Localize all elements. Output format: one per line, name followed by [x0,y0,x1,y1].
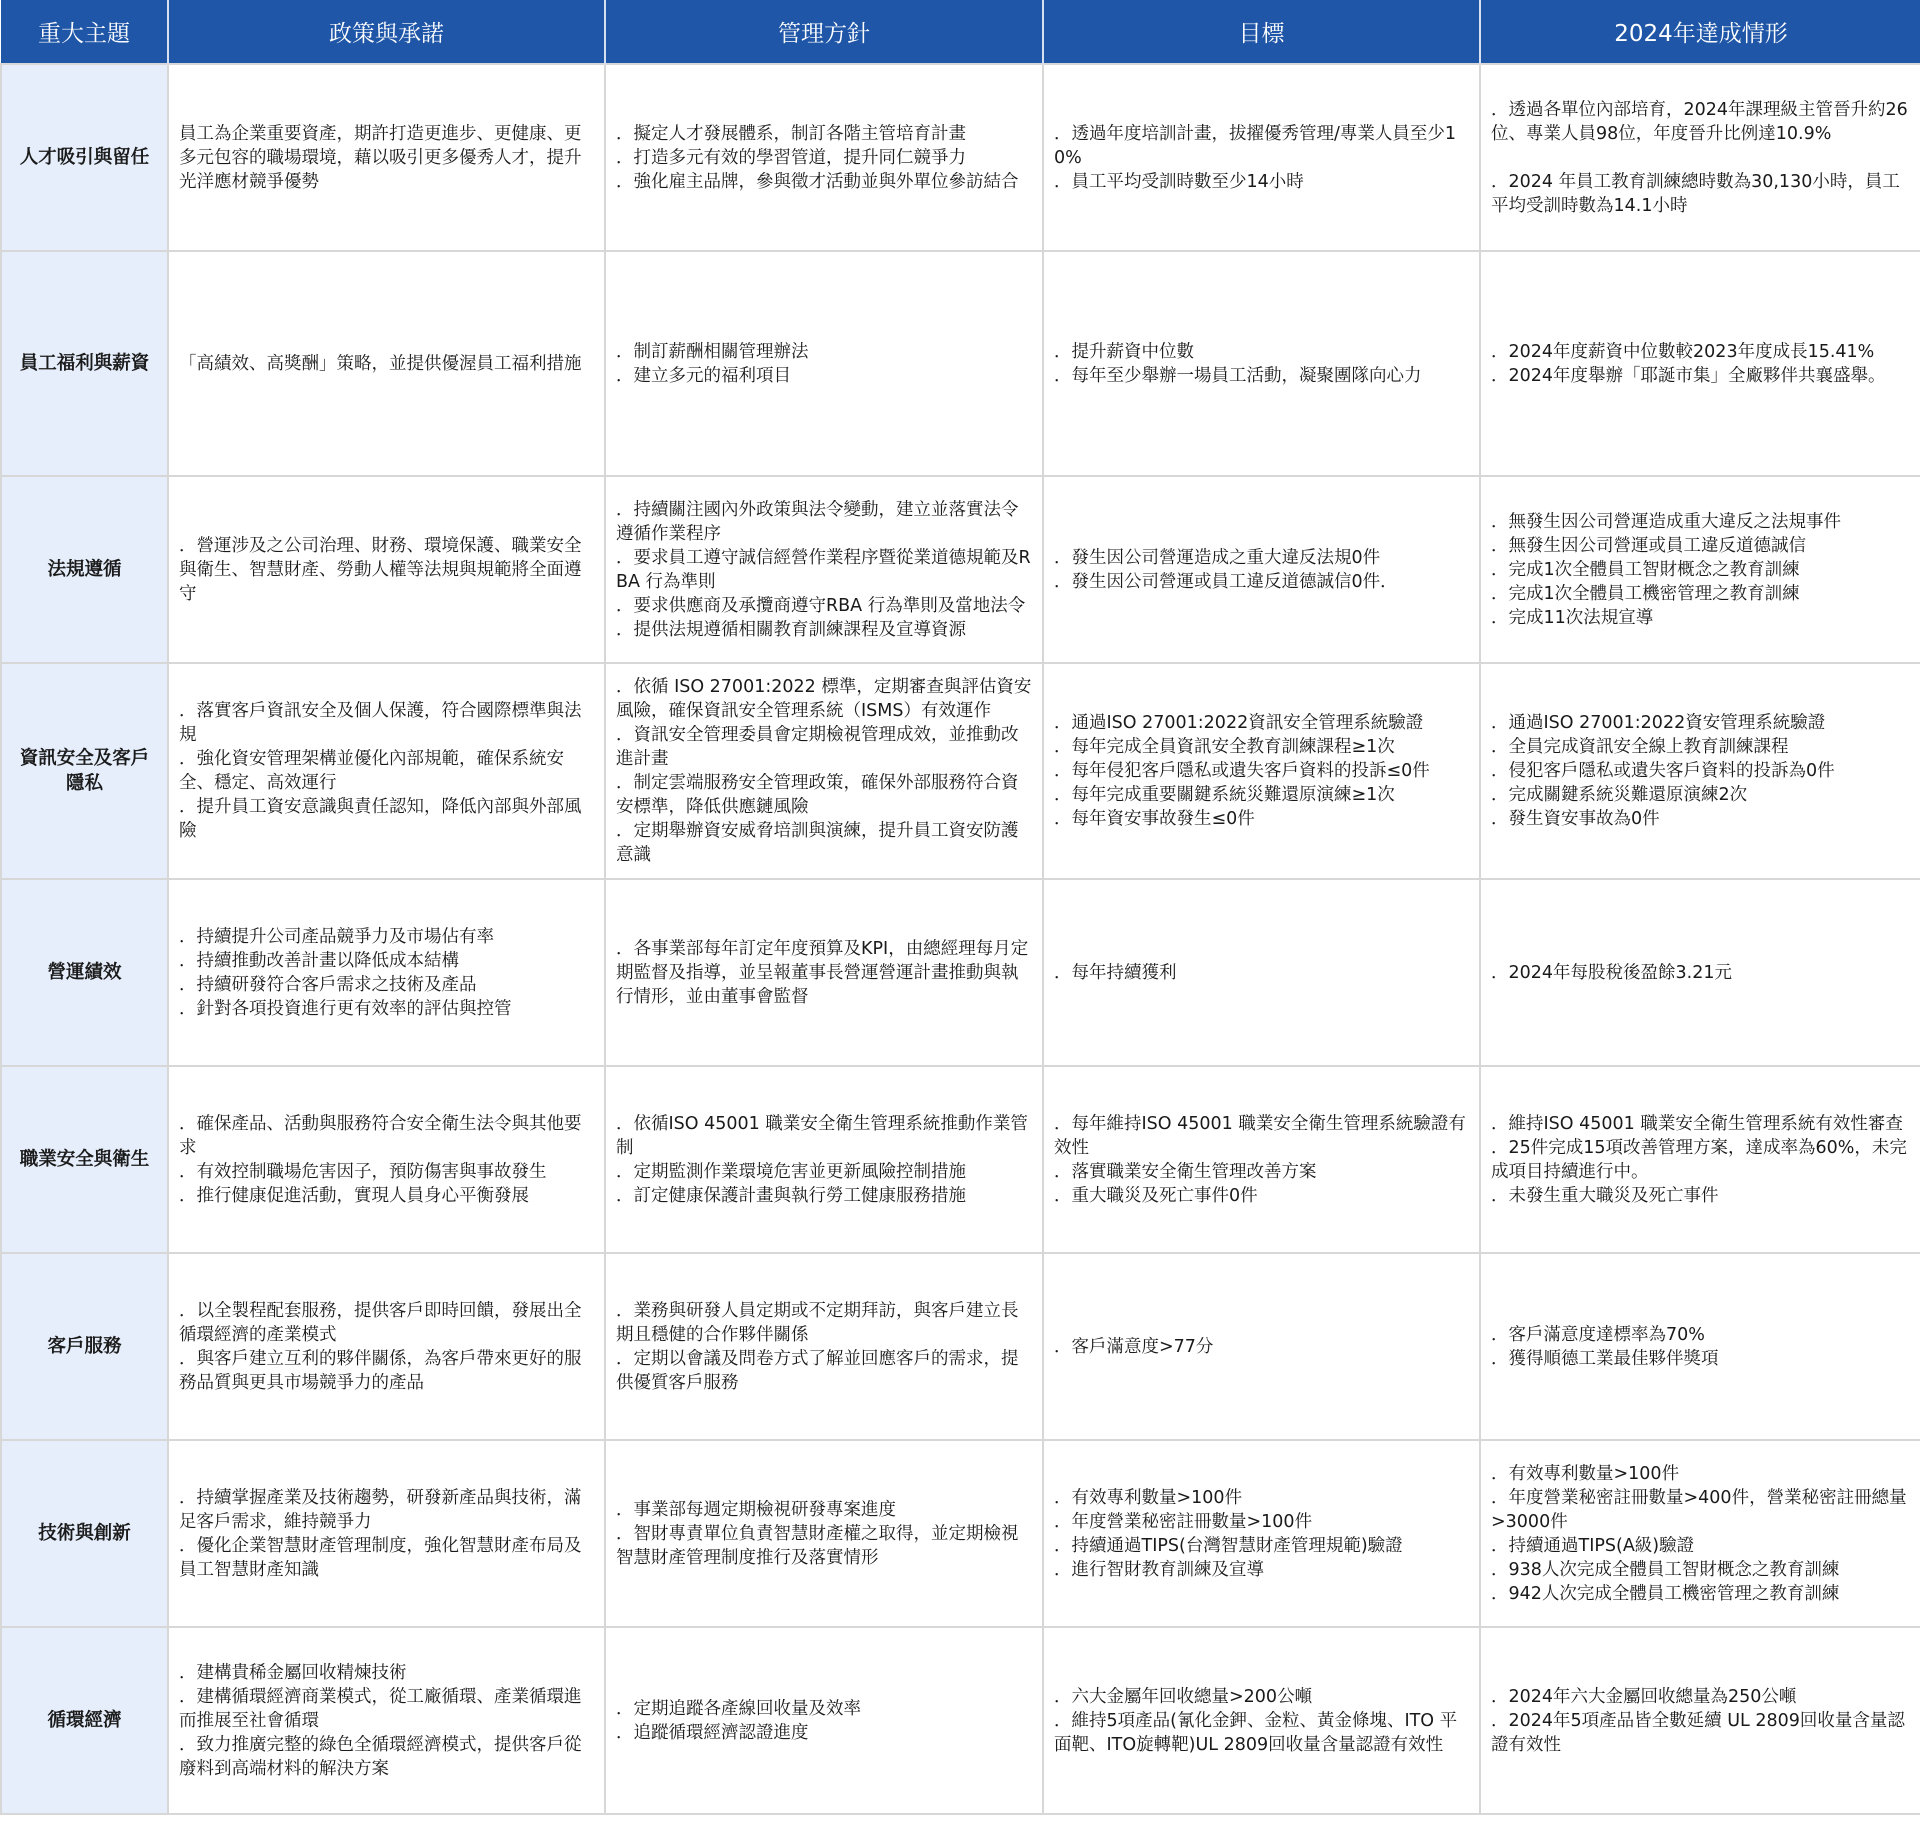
cell-line: ．客戶滿意度>77分 [1054,1336,1214,1357]
cell-line: ．六大金屬年回收總量>200公噸 [1054,1686,1313,1707]
topic-cell: 客戶服務 [1,1253,168,1440]
cell-line: ．追蹤循環經濟認證進度 [616,1722,809,1743]
cell-line: ．每年維持ISO 45001 職業安全衛生管理系統驗證有效性 [1054,1113,1466,1158]
achieved-cell [1480,1440,1920,1627]
approach-cell [605,1066,1043,1253]
cell-line: ．透過各單位內部培育，2024年課理級主管晉升約26位、專業人員98位，年度晉升比例達10.9% [1491,99,1908,144]
approach-cell [605,879,1043,1066]
cell-line: ．通過ISO 27001:2022資訊安全管理系統驗證 [1054,713,1424,733]
approach-cell [605,663,1043,879]
cell-line: ．持續提升公司產品競爭力及市場佔有率 [179,926,494,947]
topic-cell: 營運績效 [1,879,168,1066]
header-policy: 政策與承諾 [168,0,605,64]
cell-line: ．提升員工資安意識與責任認知，降低內部與外部風險 [179,797,582,841]
cell-line: ．訂定健康保護計畫與執行勞工健康服務措施 [616,1185,966,1206]
cell-line: ．持續通過TIPS(A級)驗證 [1491,1535,1695,1556]
achieved-cell [1480,64,1920,251]
cell-line: ．重大職災及死亡事件0件 [1054,1185,1258,1206]
table-row [1,476,1920,663]
table-row [1,1066,1920,1253]
header-achieved: 2024年達成情形 [1480,0,1920,64]
cell-line: ．強化資安管理架構並優化內部規範，確保系統安全、穩定、高效運行 [179,749,564,793]
cell-line: ．業務與研發人員定期或不定期拜訪，與客戶建立長期且穩健的合作夥伴關係 [616,1300,1019,1345]
target-cell [1043,1627,1480,1814]
achieved-cell [1480,1627,1920,1814]
cell-line: ．完成1次全體員工機密管理之教育訓練 [1491,583,1800,604]
cell-line: ．定期追蹤各產線回收量及效率 [616,1698,861,1719]
cell-line: ．持續推動改善計畫以降低成本結構 [179,950,459,971]
header-approach: 管理方針 [605,0,1043,64]
cell-line: ．持續掌握產業及技術趨勢，研發新產品與技術，滿足客戶需求，維持競爭力 [179,1487,582,1532]
table-row [1,1253,1920,1440]
cell-line: ．打造多元有效的學習管道，提升同仁競爭力 [616,147,966,168]
cell-line: ．有效控制職場危害因子，預防傷害與事故發生 [179,1161,547,1182]
cell-line: ．持續通過TIPS(台灣智慧財產管理規範)驗證 [1054,1535,1403,1556]
cell-line: ．未發生重大職災及死亡事件 [1491,1185,1719,1206]
cell-line: ．要求員工遵守誠信經營作業程序暨從業道德規範及RBA 行為準則 [616,547,1031,592]
cell-line: ．發生資安事故為0件 [1491,809,1660,829]
cell-line: ．每年完成全員資訊安全教育訓練課程≥1次 [1054,737,1395,757]
policy-cell [168,1627,605,1814]
cell-line: ．完成關鍵系統災難還原演練2次 [1491,785,1748,805]
cell-line: ．資訊安全管理委員會定期檢視管理成效，並推動改進計畫 [616,725,1019,769]
cell-line: ．每年資安事故發生≤0件 [1054,809,1255,829]
cell-line: ．優化企業智慧財產管理制度，強化智慧財產布局及員工智慧財產知識 [179,1535,582,1580]
table-row [1,251,1920,476]
achieved-cell [1480,879,1920,1066]
cell-line: ．以全製程配套服務，提供客戶即時回饋，發展出全循環經濟的產業模式 [179,1300,582,1345]
target-cell [1043,1253,1480,1440]
approach-cell [605,251,1043,476]
cell-line: ．針對各項投資進行更有效率的評估與控管 [179,998,512,1019]
cell-line: ．全員完成資訊安全線上教育訓練課程 [1491,737,1789,757]
policy-cell [168,1253,605,1440]
cell-line: ．智財專責單位負責智慧財產權之取得，並定期檢視智慧財產管理制度推行及落實情形 [616,1523,1019,1568]
topic-cell: 循環經濟 [1,1627,168,1814]
cell-line: ．制定雲端服務安全管理政策，確保外部服務符合資安標準，降低供應鏈風險 [616,773,1019,817]
cell-line: ．建構貴稀金屬回收精煉技術 [179,1662,407,1683]
cell-line: ．提升薪資中位數 [1054,341,1194,362]
target-cell [1043,1440,1480,1627]
topic-cell: 技術與創新 [1,1440,168,1627]
table-row [1,1440,1920,1627]
target-cell [1043,879,1480,1066]
policy-cell [168,251,605,476]
target-cell [1043,64,1480,251]
cell-line: 「高績效、高獎酬」策略，並提供優渥員工福利措施 [179,353,582,374]
policy-cell [168,1440,605,1627]
cell-line: ．年度營業秘密註冊數量>100件 [1054,1511,1313,1532]
cell-line: ．侵犯客戶隱私或遺失客戶資料的投訴為0件 [1491,761,1835,781]
topic-cell: 員工福利與薪資 [1,251,168,476]
cell-line: ．定期舉辦資安威脅培訓與演練，提升員工資安防護意識 [616,821,1019,865]
cell-line: ．獲得順德工業最佳夥伴獎項 [1491,1348,1719,1369]
cell-line: ．營運涉及之公司治理、財務、環境保護、職業安全與衛生、智慧財產、勞動人權等法規與規範將全面遵守 [179,535,582,604]
topic-cell: 資訊安全及客戶隱私 [1,663,168,879]
cell-line: ．提供法規遵循相關教育訓練課程及宣導資源 [616,619,966,640]
cell-line: ．2024年5項產品皆全數延續 UL 2809回收量含量認證有效性 [1491,1710,1905,1755]
table-row [1,64,1920,251]
cell-line: ．完成1次全體員工智財概念之教育訓練 [1491,559,1800,580]
target-cell [1043,663,1480,879]
cell-line: ．完成11次法規宣導 [1491,607,1654,628]
achieved-cell [1480,1253,1920,1440]
cell-line: ．員工平均受訓時數至少14小時 [1054,171,1304,192]
table-body [1,64,1920,1814]
cell-line: ．2024年度舉辦「耶誕市集」全廠夥伴共襄盛舉。 [1491,365,1886,386]
cell-line: ．2024 年員工教育訓練總時數為30,130小時，員工平均受訓時數為14.1小時 [1491,171,1900,216]
header-topic: 重大主題 [1,0,168,64]
cell-line: ．推行健康促進活動，實現人員身心平衡發展 [179,1185,529,1206]
cell-line: ．持續研發符合客戶需求之技術及產品 [179,974,477,995]
topic-cell: 法規遵循 [1,476,168,663]
policy-cell [168,476,605,663]
table-row [1,879,1920,1066]
cell-line: ．制訂薪酬相關管理辦法 [616,341,809,362]
table-row [1,663,1920,879]
cell-line: ．維持ISO 45001 職業安全衛生管理系統有效性審查 [1491,1113,1903,1134]
achieved-cell [1480,1066,1920,1253]
cell-line: ．定期以會議及問卷方式了解並回應客戶的需求，提供優質客戶服務 [616,1348,1019,1393]
cell-line: ．事業部每週定期檢視研發專案進度 [616,1499,896,1520]
cell-line: ．2024年每股稅後盈餘3.21元 [1491,962,1733,983]
cell-line: ．持續關注國內外政策與法令變動，建立並落實法令遵循作業程序 [616,499,1019,544]
cell-line: ．每年至少舉辦一場員工活動，凝聚團隊向心力 [1054,365,1422,386]
cell-line: ．進行智財教育訓練及宣導 [1054,1559,1264,1580]
cell-line: ．無發生因公司營運造成重大違反之法規事件 [1491,511,1841,532]
approach-cell [605,1253,1043,1440]
approach-cell [605,476,1043,663]
cell-line: ．依循ISO 45001 職業安全衛生管理系統推動作業管制 [616,1113,1028,1158]
achieved-cell [1480,476,1920,663]
header-row [1,0,1920,64]
cell-line: ．有效專利數量>100件 [1491,1463,1680,1484]
cell-line: ．強化雇主品牌，參與徵才活動並與外單位參訪結合 [616,171,1019,192]
policy-cell [168,64,605,251]
cell-line: ．25件完成15項改善管理方案，達成率為60%，未完成項目持續進行中。 [1491,1137,1907,1182]
target-cell [1043,476,1480,663]
cell-line: ．確保產品、活動與服務符合安全衛生法令與其他要求 [179,1113,582,1158]
cell-line: ．通過ISO 27001:2022資安管理系統驗證 [1491,713,1826,733]
achieved-cell [1480,251,1920,476]
cell-line: ．建立多元的福利項目 [616,365,791,386]
topic-cell: 職業安全與衛生 [1,1066,168,1253]
target-cell [1043,251,1480,476]
policy-cell [168,879,605,1066]
cell-line: ．2024年度薪資中位數較2023年度成長15.41% [1491,341,1875,362]
cell-line: ．致力推廣完整的綠色全循環經濟模式，提供客戶從廢料到高端材料的解決方案 [179,1734,582,1779]
cell-line: ．發生因公司營運造成之重大違反法規0件 [1054,547,1381,568]
table-row [1,1627,1920,1814]
cell-line: ．發生因公司營運或員工違反道德誠信0件． [1054,571,1398,592]
achieved-cell [1480,663,1920,879]
approach-cell [605,1440,1043,1627]
policy-cell [168,1066,605,1253]
line-gap [1491,146,1910,170]
policy-cell [168,663,605,879]
header-target: 目標 [1043,0,1480,64]
cell-line: ．維持5項產品(氰化金鉀、金粒、黃金條塊、ITO 平面靶、ITO旋轉靶)UL 2809回收量含量認證有效性 [1054,1710,1458,1755]
cell-line: ．各事業部每年訂定年度預算及KPI，由總經理每月定期監督及指導，並呈報董事長營運營運計畫推動與執行情形，並由董事會監督 [616,938,1029,1007]
cell-line: ．客戶滿意度達標率為70% [1491,1324,1705,1345]
cell-line: ．透過年度培訓計畫，拔擢優秀管理/專業人員至少10% [1054,123,1457,168]
cell-line: ．每年侵犯客戶隱私或遺失客戶資料的投訴≤0件 [1054,761,1430,781]
cell-line: ．無發生因公司營運或員工違反道德誠信 [1491,535,1806,556]
cell-line: ．每年完成重要關鍵系統災難還原演練≥1次 [1054,785,1395,805]
approach-cell [605,1627,1043,1814]
cell-line: ．942人次完成全體員工機密管理之教育訓練 [1491,1583,1840,1604]
approach-cell [605,64,1043,251]
cell-line: ．落實職業安全衛生管理改善方案 [1054,1161,1317,1182]
cell-line: ．年度營業秘密註冊數量>400件，營業秘密註冊總量>3000件 [1491,1487,1907,1532]
cell-line: ．擬定人才發展體系，制訂各階主管培育計畫 [616,123,966,144]
cell-line: ．有效專利數量>100件 [1054,1487,1243,1508]
cell-line: ．落實客戶資訊安全及個人保護，符合國際標準與法規 [179,701,582,745]
cell-line: ．與客戶建立互利的夥伴關係，為客戶帶來更好的服務品質與更具市場競爭力的產品 [179,1348,582,1393]
cell-line: ．2024年六大金屬回收總量為250公噸 [1491,1686,1797,1707]
cell-line: ．每年持續獲利 [1054,962,1177,983]
cell-line: ．要求供應商及承攬商遵守RBA 行為準則及當地法令 [616,595,1026,616]
topic-cell: 人才吸引與留任 [1,64,168,251]
cell-line: 員工為企業重要資產，期許打造更進步、更健康、更多元包容的職場環境，藉以吸引更多優秀人才，提升光洋應材競爭優勢 [179,123,582,192]
cell-line: ．938人次完成全體員工智財概念之教育訓練 [1491,1559,1840,1580]
target-cell [1043,1066,1480,1253]
cell-line: ．建構循環經濟商業模式，從工廠循環、產業循環進而推展至社會循環 [179,1686,582,1731]
cell-line: ．依循 ISO 27001:2022 標準，定期審查與評估資安風險，確保資訊安全管理系統（ISMS）有效運作 [616,677,1032,721]
cell-line: ．定期監測作業環境危害並更新風險控制措施 [616,1161,966,1182]
